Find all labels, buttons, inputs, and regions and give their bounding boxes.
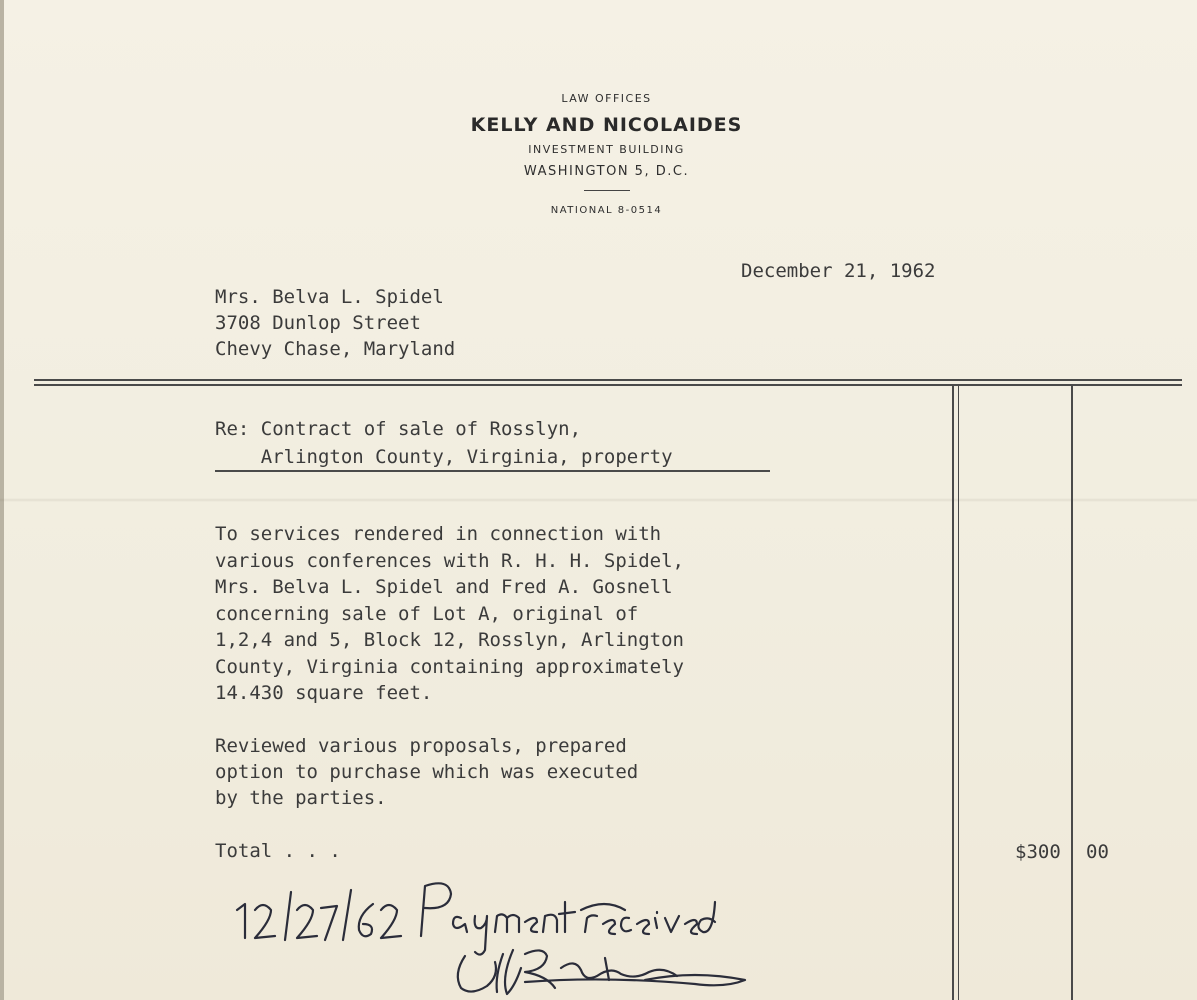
- recipient-city: Chevy Chase, Maryland: [215, 338, 456, 360]
- re-line-1: Re: Contract of sale of Rosslyn,: [215, 418, 582, 440]
- services-line: County, Virginia containing approximately: [215, 656, 684, 678]
- services-line: Reviewed various proposals, prepared: [215, 735, 627, 757]
- total-cents: 00: [1086, 841, 1109, 863]
- recipient-name: Mrs. Belva L. Spidel: [215, 286, 444, 308]
- firm-phone: NATIONAL 8-0514: [550, 205, 663, 216]
- recipient-street: 3708 Dunlop Street: [215, 312, 421, 334]
- total-label: Total . . .: [215, 840, 341, 862]
- column-rule: [952, 386, 954, 1000]
- handwritten-payment-note: [225, 858, 765, 998]
- re-underline: [215, 470, 770, 472]
- services-line: concerning sale of Lot A, original of: [215, 603, 639, 625]
- services-line: option to purchase which was executed: [215, 761, 639, 783]
- services-line: Mrs. Belva L. Spidel and Fred A. Gosnell: [215, 576, 673, 598]
- re-line-2: Arlington County, Virginia, property: [215, 446, 673, 468]
- paper-fold: [0, 498, 1197, 502]
- services-line: 14.430 square feet.: [215, 682, 433, 704]
- letterhead-rule: [584, 190, 630, 191]
- letterhead-line: LAW OFFICES: [561, 92, 652, 105]
- firm-name: KELLY AND NICOLAIDES: [470, 114, 743, 136]
- services-line: by the parties.: [215, 787, 387, 809]
- double-rule-bottom: [34, 384, 1182, 386]
- firm-city: WASHINGTON 5, D.C.: [523, 164, 690, 179]
- double-rule-top: [34, 379, 1182, 381]
- letter-date: December 21, 1962: [741, 260, 936, 282]
- services-line: To services rendered in connection with: [215, 523, 662, 545]
- services-line: various conferences with R. H. H. Spidel,: [215, 550, 684, 572]
- column-rule: [958, 386, 959, 1000]
- total-dollars: $300: [1015, 841, 1061, 863]
- building-name: INVESTMENT BUILDING: [528, 143, 685, 156]
- services-line: 1,2,4 and 5, Block 12, Rosslyn, Arlington: [215, 629, 684, 651]
- column-rule: [1071, 386, 1073, 1000]
